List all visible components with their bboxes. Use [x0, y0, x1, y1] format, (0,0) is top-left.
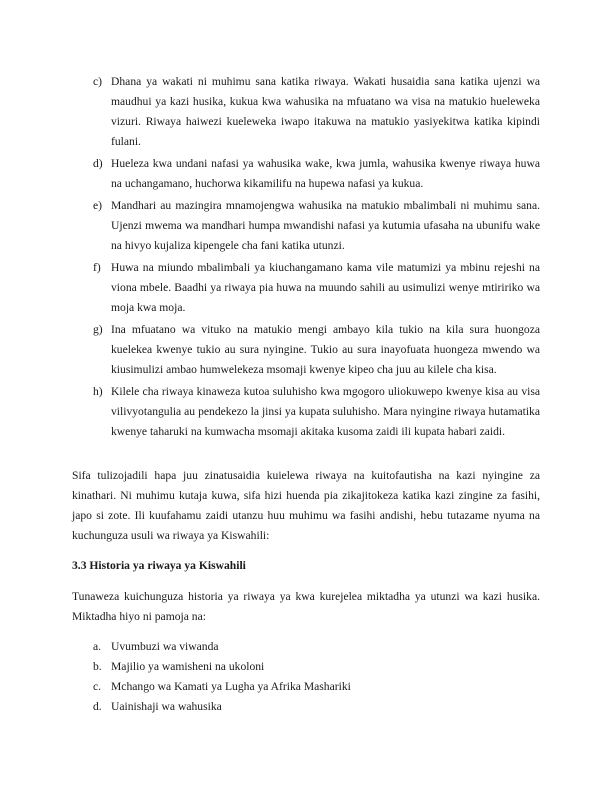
list-marker: a. — [93, 640, 102, 653]
sub-list-item — [93, 697, 222, 717]
list-text: Uainishaji wa wahusika — [111, 700, 222, 713]
list-item — [93, 196, 540, 256]
list-text: Mandhari au mazingira mnamojengwa wahusika na matukio mbalimbali ni muhimu sana. Ujenzi mwema wa mandhari humpa mwandishi nafasi ya kutumia ufasaha na ubunifu wake na hivyo kujaliza kipengele cha fani katika utunzi. — [111, 199, 540, 252]
list-item — [93, 154, 540, 194]
list-text: Dhana ya wakati ni muhimu sana katika riwaya. Wakati husaidia sana katika ujenzi wa maudhui ya kazi husika, kukua kwa wahusika na mfuatano wa visa na matukio hueleweka vizuri. Riwaya haiwezi kueleweka iwapo itakuwa na matukio yasiyekitwa katika kipindi fulani. — [111, 75, 540, 148]
list-marker: h) — [93, 385, 103, 398]
list-item — [93, 72, 540, 152]
list-marker: b. — [93, 660, 102, 673]
list-text: Kilele cha riwaya kinaweza kutoa suluhisho kwa mgogoro uliokuwepo kwenye kisa au visa vilivyotangulia au pendekezo la jinsi ya kupata suluhisho. Mara nyingine riwaya hutamatika kwenye taharuki na kumwacha msomaji akitaka kusoma zaidi ili kupata habari zaidi. — [111, 385, 540, 438]
list-text: Huwa na miundo mbalimbali ya kiuchangamano kama vile matumizi ya mbinu rejeshi na viona mbele. Baadhi ya riwaya pia huwa na muundo sahili au usimulizi wenye mtiririko wa moja kwa moja. — [111, 261, 540, 314]
list-marker: d. — [93, 700, 102, 713]
sub-list-item — [93, 657, 264, 677]
paragraph: Sifa tulizojadili hapa juu zinatusaidia kuielewa riwaya na kuitofautisha na kazi nyingine za kinathari. Ni muhimu kutaja kuwa, sifa hizi huenda pia zikajitokeza katika kazi zingine za fasihi, japo si zote. Ili kuufahamu zaidi utanzu huu muhimu wa fasihi andishi, hebu tutazame nyuma na kuchunguza usuli wa riwaya ya Kiswahili: — [72, 469, 540, 542]
list-item — [93, 258, 540, 318]
list-marker: e) — [93, 199, 103, 212]
list-text: Ina mfuatano wa vituko na matukio mengi ambayo kila tukio na kila sura huongoza kuelekea kwenye tukio au sura nyingine. Tukio au sura inayofuata huongeza mwendo wa kiusimulizi ambao humwelekeza msomaji kwenye kipeo cha juu au kilele cha kisa. — [111, 323, 540, 376]
list-text: Hueleza kwa undani nafasi ya wahusika wake, kwa jumla, wahusika kwenye riwaya huwa na uchangamano, huchorwa kikamilifu na hupewa nafasi ya kukua. — [111, 157, 540, 190]
list-marker: g) — [93, 323, 103, 336]
sub-list-item — [93, 637, 219, 657]
paragraph: Tunaweza kuichunguza historia ya riwaya ya kwa kurejelea miktadha ya utunzi wa kazi husika. Miktadha hiyo ni pamoja na: — [72, 590, 540, 623]
list-marker: d) — [93, 157, 103, 170]
list-marker: f) — [93, 261, 101, 274]
list-item — [93, 382, 540, 442]
list-marker: c) — [93, 75, 103, 88]
list-marker: c. — [93, 680, 102, 693]
list-text: Majilio ya wamisheni na ukoloni — [111, 660, 265, 673]
list-text: Mchango wa Kamati ya Lugha ya Afrika Mashariki — [111, 680, 351, 693]
sub-list-item — [93, 677, 351, 697]
section-heading: 3.3 Historia ya riwaya ya Kiswahili — [72, 559, 246, 572]
list-text: Uvumbuzi wa viwanda — [111, 640, 219, 653]
list-item — [93, 320, 540, 380]
